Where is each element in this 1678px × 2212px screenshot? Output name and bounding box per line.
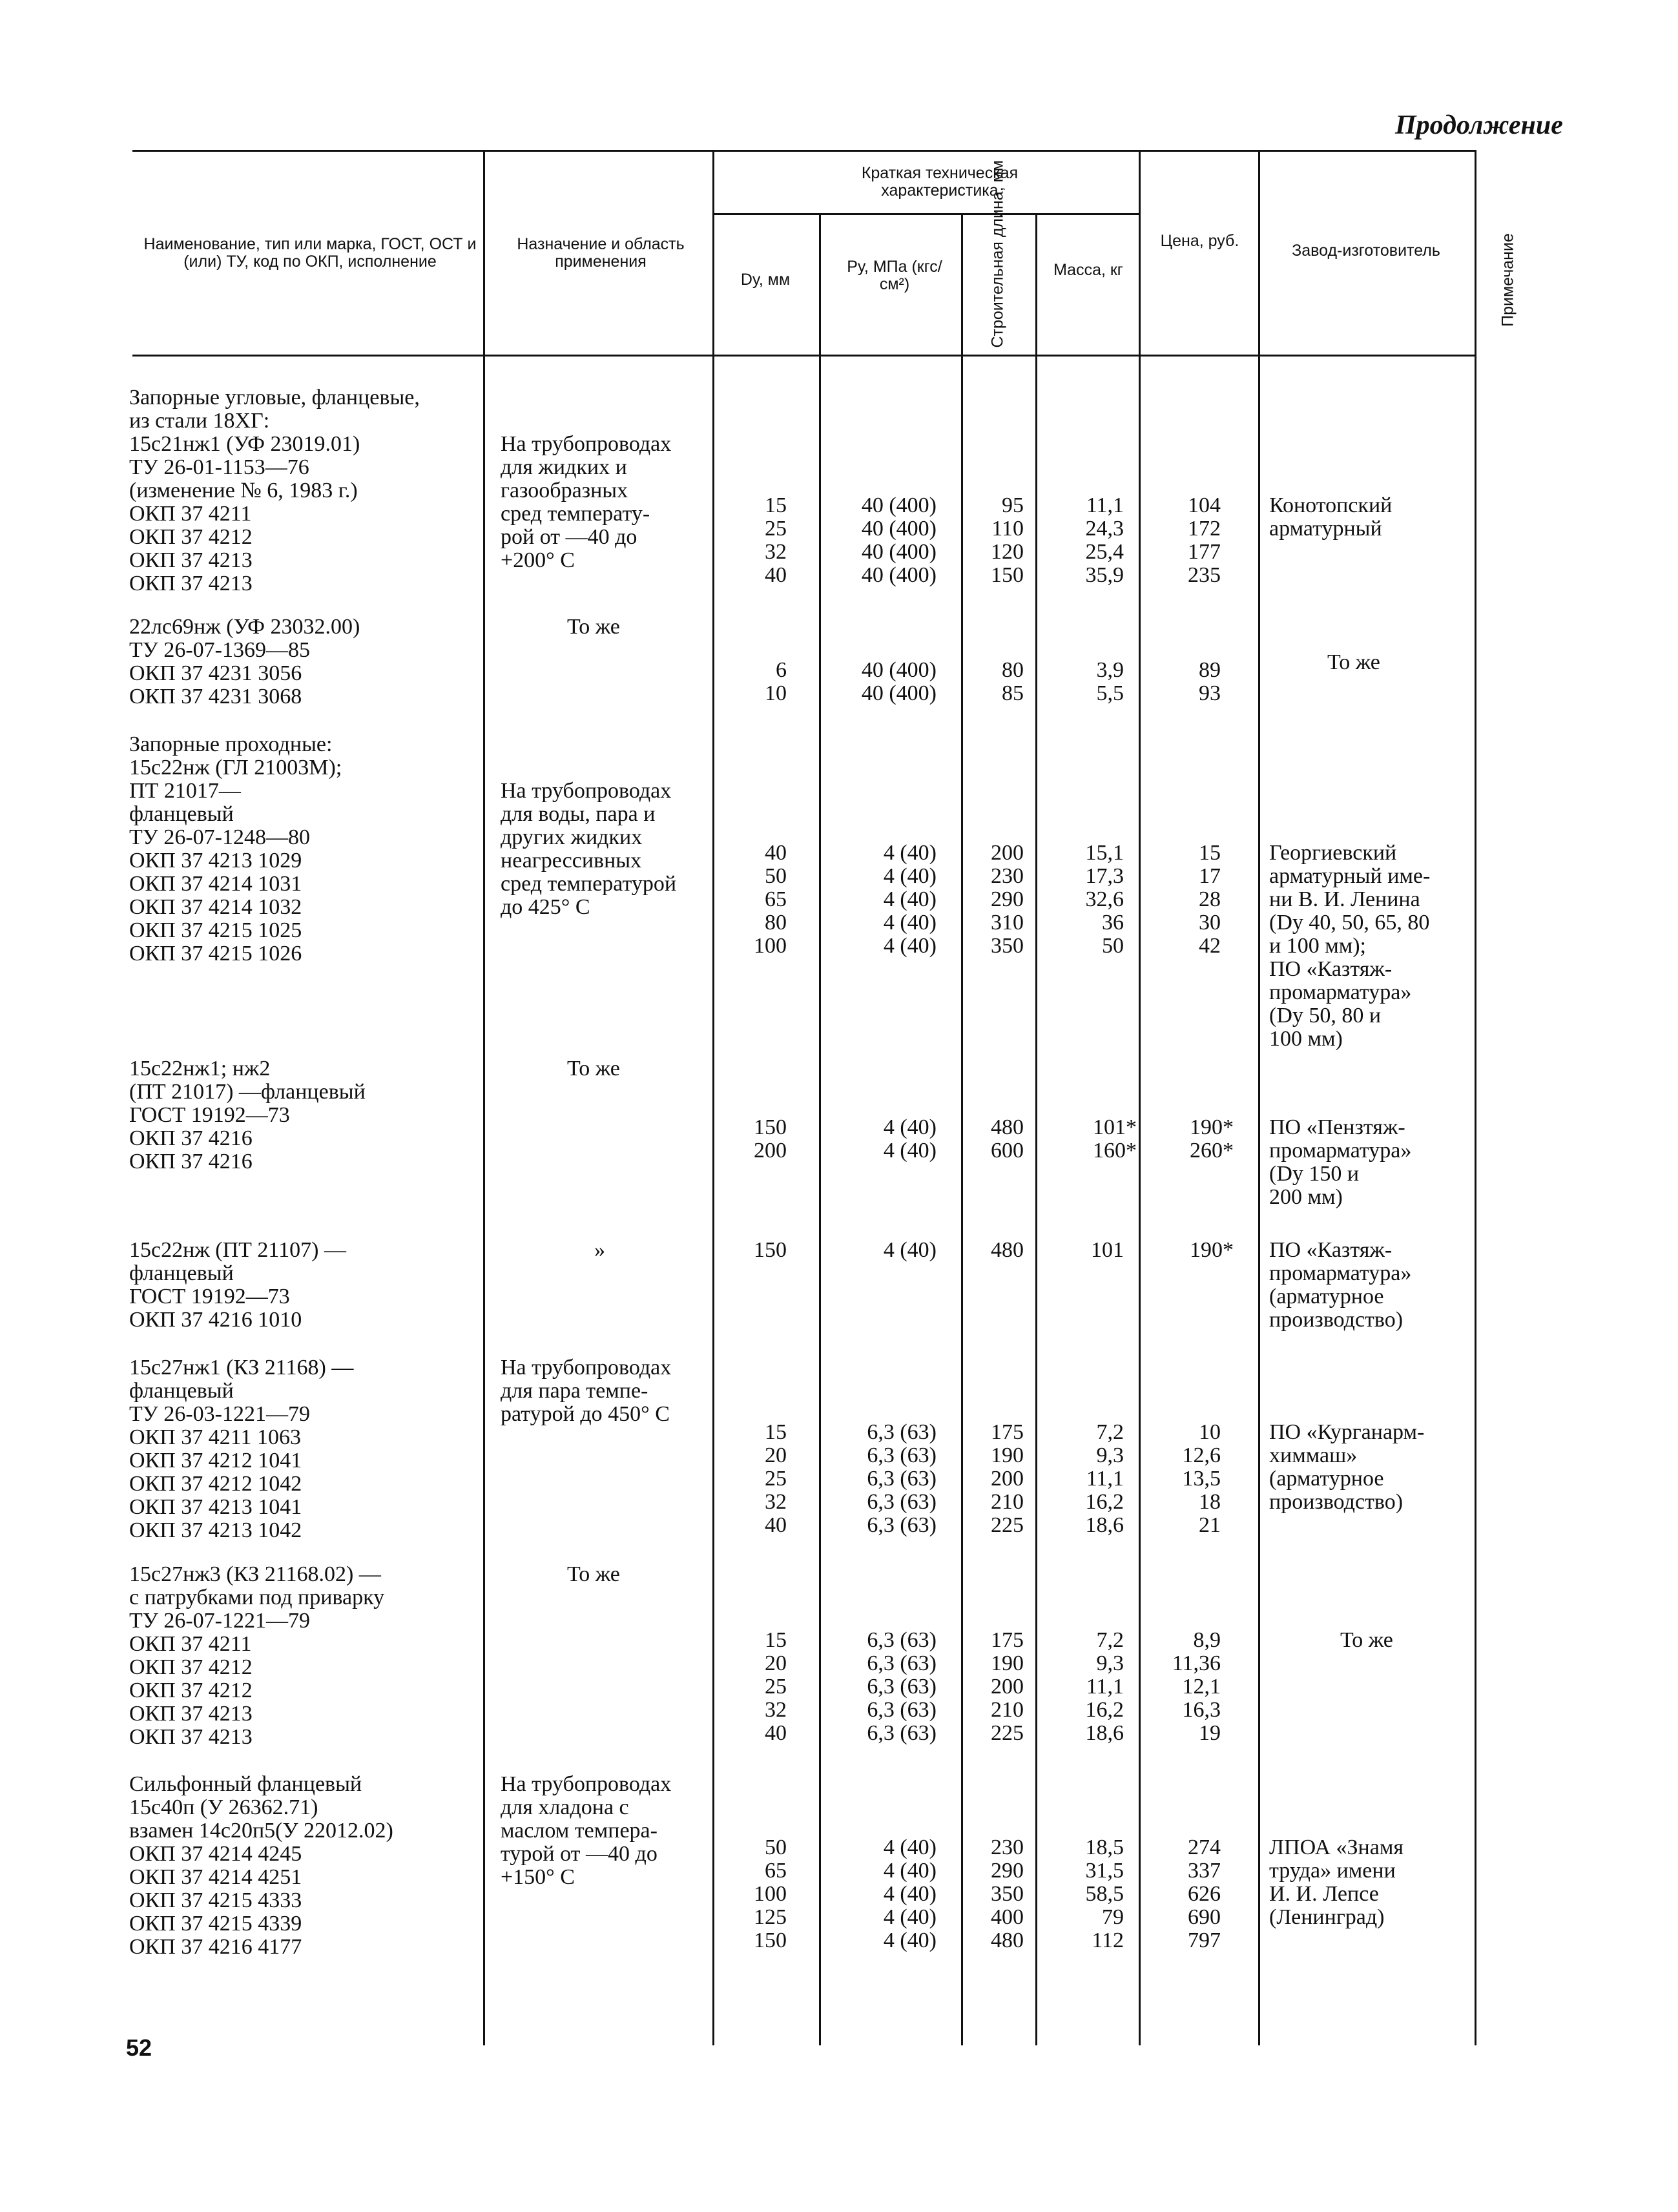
row-price-6: 8,9 11,36 12,1 16,3 19 bbox=[1172, 1628, 1221, 1745]
row-length-3: 480 600 bbox=[991, 1115, 1024, 1163]
row-mass-4: 101 bbox=[1091, 1238, 1124, 1262]
header-price: Цена, руб. bbox=[1160, 232, 1239, 250]
row-mass-6: 7,2 9,3 11,1 16,2 18,6 bbox=[1085, 1628, 1124, 1745]
row-mass-0: 11,1 24,3 25,4 35,9 bbox=[1085, 493, 1124, 587]
row-purpose-3: То же bbox=[567, 1057, 620, 1080]
col-divider-4 bbox=[961, 213, 963, 2045]
row-plant-3: ПО «Пензтяж- промарматура» (Dу 150 и 200 мм) bbox=[1269, 1115, 1412, 1209]
header-length: Строительная длина, мм bbox=[988, 160, 1007, 348]
row-length-0: 95 110 120 150 bbox=[991, 493, 1024, 587]
row-length-1: 80 85 bbox=[1002, 658, 1024, 705]
row-mass-5: 7,2 9,3 11,1 16,2 18,6 bbox=[1085, 1420, 1124, 1537]
row-purpose-7: На трубопроводах для хладона с маслом темпера- турой от —40 до +150° С bbox=[501, 1772, 672, 1889]
row-price-0: 104 172 177 235 bbox=[1188, 493, 1221, 587]
row-price-7: 274 337 626 690 797 bbox=[1188, 1835, 1221, 1952]
header-bottom-rule bbox=[132, 355, 1476, 357]
header-purpose: Назначение и область применения bbox=[517, 235, 685, 271]
col-divider-6 bbox=[1139, 150, 1141, 2045]
header-name: Наименование, тип или марка, ГОСТ, ОСТ и (или) ТУ, код по ОКП, исполнение bbox=[143, 235, 477, 271]
row-py-6: 6,3 (63) 6,3 (63) 6,3 (63) 6,3 (63) 6,3 (63) bbox=[867, 1628, 937, 1745]
row-length-5: 175 190 200 210 225 bbox=[991, 1420, 1024, 1537]
row-name-6: 15с27нж3 (КЗ 21168.02) — с патрубками под приварку ТУ 26-07-1221—79 ОКП 37 4211 ОКП 37 4212 ОКП 37 4212 ОКП 37 4213 ОКП 37 4213 bbox=[129, 1562, 385, 1749]
row-py-3: 4 (40) 4 (40) bbox=[883, 1115, 937, 1163]
row-plant-1: То же bbox=[1327, 650, 1380, 674]
row-purpose-1: То же bbox=[567, 615, 620, 639]
row-py-2: 4 (40) 4 (40) 4 (40) 4 (40) 4 (40) bbox=[883, 841, 937, 958]
row-price-5: 10 12,6 13,5 18 21 bbox=[1182, 1420, 1221, 1537]
row-dy-4: 150 bbox=[754, 1238, 787, 1262]
header-py: Pу, МПа (кгс/см²) bbox=[847, 258, 942, 293]
row-length-4: 480 bbox=[991, 1238, 1024, 1262]
row-py-1: 40 (400) 40 (400) bbox=[861, 658, 937, 705]
row-purpose-0: На трубопроводах для жидких и газообразных сред температу- рой от —40 до +200° С bbox=[501, 432, 672, 572]
row-price-4: 190* bbox=[1190, 1238, 1234, 1262]
header-note: Примечание bbox=[1498, 233, 1517, 327]
row-py-5: 6,3 (63) 6,3 (63) 6,3 (63) 6,3 (63) 6,3 (63) bbox=[867, 1420, 937, 1537]
row-purpose-5: На трубопроводах для пара темпе- ратурой до 450° С bbox=[501, 1356, 672, 1426]
row-py-4: 4 (40) bbox=[883, 1238, 937, 1262]
row-dy-1: 6 10 bbox=[765, 658, 787, 705]
row-purpose-6: То же bbox=[567, 1562, 620, 1586]
row-dy-6: 15 20 25 32 40 bbox=[765, 1628, 787, 1745]
row-length-6: 175 190 200 210 225 bbox=[991, 1628, 1024, 1745]
row-name-2: Запорные проходные: 15с22нж (ГЛ 21003М); ПТ 21017— фланцевый ТУ 26-07-1248—80 ОКП 37 4213 1029 ОКП 37 4214 1031 ОКП 37 4214 1032 ОКП 37 4215 1025 ОКП 37 4215 1026 bbox=[129, 732, 342, 966]
col-divider-7 bbox=[1258, 150, 1260, 2045]
row-name-4: 15с22нж (ПТ 21107) — фланцевый ГОСТ 19192—73 ОКП 37 4216 1010 bbox=[129, 1238, 346, 1332]
row-name-7: Сильфонный фланцевый 15с40п (У 26362.71) взамен 14с20п5(У 22012.02) ОКП 37 4214 4245 ОКП 37 4214 4251 ОКП 37 4215 4333 ОКП 37 4215 4339 ОКП 37 4216 4177 bbox=[129, 1772, 393, 1959]
row-name-5: 15с27нж1 (КЗ 21168) — фланцевый ТУ 26-03-1221—79 ОКП 37 4211 1063 ОКП 37 4212 1041 ОКП 37 4212 1042 ОКП 37 4213 1041 ОКП 37 4213 1042 bbox=[129, 1356, 354, 1542]
row-mass-1: 3,9 5,5 bbox=[1096, 658, 1124, 705]
row-dy-3: 150 200 bbox=[754, 1115, 787, 1163]
page-number: 52 bbox=[126, 2034, 152, 2061]
header-plant: Завод-изготовитель bbox=[1292, 242, 1440, 260]
row-name-0: Запорные угловые, фланцевые, из стали 18ХГ: 15с21нж1 (УФ 23019.01) ТУ 26-01-1153—76 (изменение № 6, 1983 г.) ОКП 37 4211 ОКП 37 4212 ОКП 37 4213 ОКП 37 4213 bbox=[129, 386, 420, 595]
row-purpose-2: На трубопроводах для воды, пара и других жидких неагрессивных сред температурой до 425° С bbox=[501, 779, 677, 919]
row-plant-2: Георгиевский арматурный име- ни В. И. Ленина (Dу 40, 50, 65, 80 и 100 мм); ПО «Казтяж- промарматура» (Dу 50, 80 и 100 мм) bbox=[1269, 841, 1431, 1051]
row-price-3: 190* 260* bbox=[1190, 1115, 1234, 1163]
row-price-1: 89 93 bbox=[1199, 658, 1221, 705]
row-dy-7: 50 65 100 125 150 bbox=[754, 1835, 787, 1952]
row-py-7: 4 (40) 4 (40) 4 (40) 4 (40) 4 (40) bbox=[883, 1835, 937, 1952]
header-top-rule bbox=[132, 150, 1476, 152]
col-divider-8 bbox=[1475, 150, 1476, 2045]
row-dy-5: 15 20 25 32 40 bbox=[765, 1420, 787, 1537]
row-length-7: 230 290 350 400 480 bbox=[991, 1835, 1024, 1952]
header-dy: Dу, мм bbox=[740, 271, 791, 289]
row-name-3: 15с22нж1; нж2 (ПТ 21017) —фланцевый ГОСТ 19192—73 ОКП 37 4216 ОКП 37 4216 bbox=[129, 1057, 366, 1173]
row-py-0: 40 (400) 40 (400) 40 (400) 40 (400) bbox=[861, 493, 937, 587]
row-plant-6: То же bbox=[1340, 1628, 1393, 1652]
col-divider-3 bbox=[819, 213, 821, 2045]
continuation-label: Продолжение bbox=[1395, 110, 1563, 140]
row-dy-0: 15 25 32 40 bbox=[765, 493, 787, 587]
row-plant-0: Конотопский арматурный bbox=[1269, 493, 1393, 541]
row-plant-5: ПО «Курганарм- химмаш» (арматурное производство) bbox=[1269, 1420, 1425, 1514]
row-plant-4: ПО «Казтяж- промарматура» (арматурное производство) bbox=[1269, 1238, 1412, 1332]
col-divider-1 bbox=[483, 150, 485, 2045]
header-mass: Масса, кг bbox=[1053, 261, 1123, 279]
row-dy-2: 40 50 65 80 100 bbox=[754, 841, 787, 958]
row-plant-7: ЛПОА «Знамя труда» имени И. И. Лепсе (Ленинград) bbox=[1269, 1835, 1404, 1929]
row-mass-3: 101* 160* bbox=[1093, 1115, 1137, 1163]
header-tech-group: Краткая техническая характеристика bbox=[861, 164, 1019, 200]
row-purpose-4: » bbox=[594, 1238, 605, 1262]
col-divider-5 bbox=[1035, 213, 1037, 2045]
row-name-1: 22лс69нж (УФ 23032.00) ТУ 26-07-1369—85 ОКП 37 4231 3056 ОКП 37 4231 3068 bbox=[129, 615, 360, 708]
row-length-2: 200 230 290 310 350 bbox=[991, 841, 1024, 958]
row-mass-2: 15,1 17,3 32,6 36 50 bbox=[1085, 841, 1124, 958]
row-price-2: 15 17 28 30 42 bbox=[1199, 841, 1221, 958]
row-mass-7: 18,5 31,5 58,5 79 112 bbox=[1085, 1835, 1124, 1952]
tech-subheader-rule bbox=[712, 213, 1139, 215]
